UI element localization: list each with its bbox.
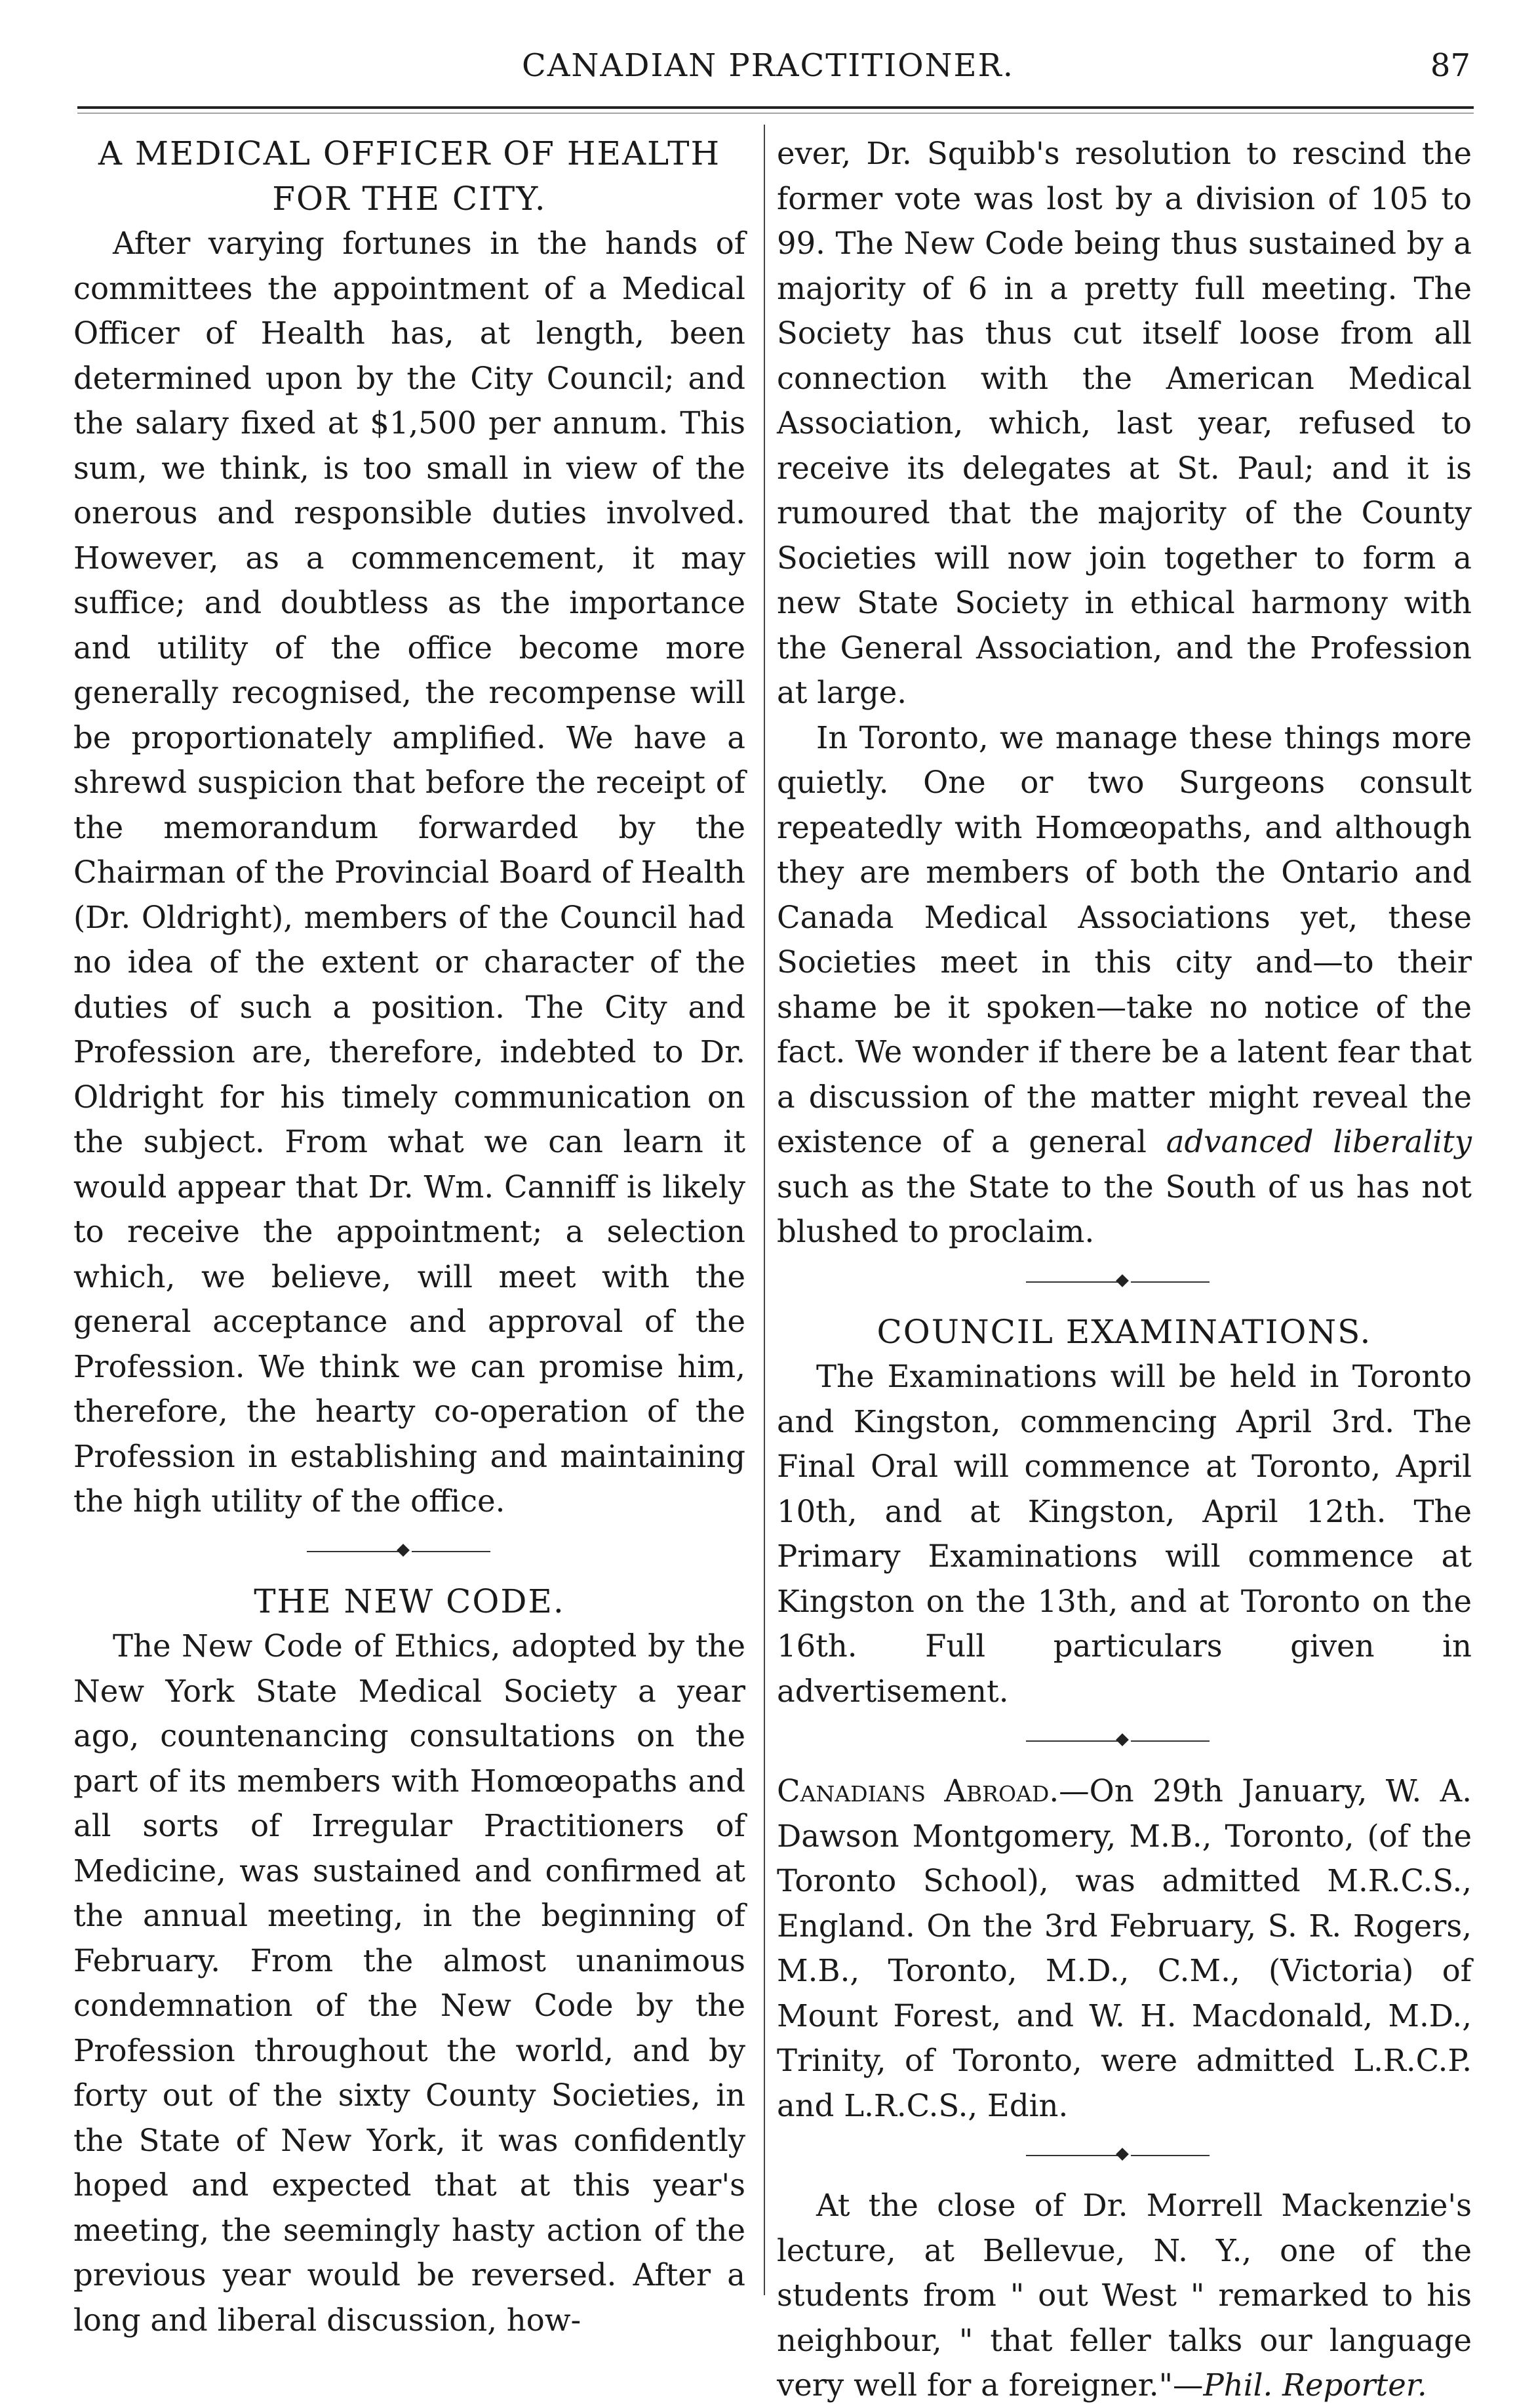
new-code-article: The New Code of Ethics, adopted by the New York State Medical Society a year ago, countenancing consultations on the part of its members with Homœopaths and all sorts of Irregular Practitioners of Medicine, was sustained and confirmed at the annual meeting, in the beginning of February. From the almost unanimous condemnation of the New Code by the Profession throughout the world, and by forty out of the sixty County Societies, in the State of New York, it was confidently hoped and expected that at this year's meeting, the seemingly hasty action of the previous year would be reversed. After a long and liberal discussion, how- [73,1628,745,2338]
header-rule [77,106,1474,109]
section-ornament [777,2142,1472,2169]
canadians-abroad-lead: Canadians Abroad. [777,1773,1059,1809]
left-column [73,131,745,2342]
journal-title: CANADIAN PRACTITIONER. [522,47,1014,84]
council-examinations-article: The Examinations will be held in Toronto and Kingston, commencing April 3rd. The Final Oral will commence at Toronto, April 10th, and at Kingston, April 12th. The Primary Examinations will commence at Kingston on the 13th, and at Toronto on the 16th. Full particulars given in advertisement. [777,1359,1472,1709]
medical-officer-heading-line1: A MEDICAL OFFICER OF HEALTH [98,134,721,172]
medical-officer-article: After varying fortunes in the hands of committees the appointment of a Medical Officer of Health has, at length, been determined upon by the City Council; and the salary fixed at $1,500 per annum. This sum, we think, is too small in view of the onerous and responsible duties involved. However, as a commencement, it may suffice; and doubtless as the importance and utility of the office become more generally recognised, the recompense will be proportionately amplified. We have a shrewd suspicion that before the receipt of the memorandum forwarded by the Chairman of the Provincial Board of Health (Dr. Oldright), members of the Council had no idea of the extent or character of the duties of such a position. The City and Profession are, therefore, indebted to Dr. Oldright for his timely communication on the subject. From what we can learn it would appear that Dr. Wm. Canniff is likely to receive the appointment; a selection which, we believe, will meet with the general acceptance and approval of the Profession. We think we can promise him, therefore, the hearty co-operation of the Profession in establishing and maintaining the high utility of the office. [73,226,745,1519]
section-ornament [777,1269,1472,1295]
new-code-heading: THE NEW CODE. [254,1582,565,1620]
council-examinations-heading: COUNCIL EXAMINATIONS. [876,1312,1372,1351]
mackenzie-text: At the close of Dr. Morrell Mackenzie's lecture, at Bellevue, N. Y., one of the students from " out West " remarked to his neighbour, " that feller talks our language very well for a foreigner."— [777,2188,1472,2403]
mackenzie-anecdote [777,2183,1472,2408]
right-column [777,131,1472,2408]
canadians-abroad-text: —On 29th January, W. A. Dawson Montgomery, M.B., Toronto, (of the Toronto School), was admitted M.R.C.S., England. On the 3rd February, S. R. Rogers, M.B., Toronto, M.D., C.M., (Victoria) of Mount Forest, and W. H. Macdonald, M.D., Trinity, of Toronto, were admitted L.R.C.P. and L.R.C.S., Edin. [777,1773,1472,2123]
toronto-paragraph [777,715,1472,1254]
source-citation: Phil. Reporter. [1203,2367,1427,2403]
column-divider [764,125,765,2295]
medical-officer-heading-line2: FOR THE CITY. [272,179,547,218]
advanced-liberality-emphasis: advanced liberality [1166,1124,1472,1159]
medical-officer-heading [73,131,745,221]
running-head [0,47,1536,100]
section-ornament [73,1538,745,1565]
section-ornament [777,1728,1472,1754]
canadians-abroad-article [777,1769,1472,2128]
toronto-text-after: such as the State to the South of us has not blushed to proclaim. [777,1169,1472,1249]
new-code-continued: ever, Dr. Squibb's resolution to rescind the former vote was lost by a division of 105 to 99. The New Code being thus sustained by a majority of 6 in a pretty full meeting. The Society has thus cut itself loose from all connection with the American Medical Association, which, last year, refused to receive its delegates at St. Paul; and it is rumoured that the majority of the County Societies will now join together to form a new State Society in ethical harmony with the General Association, and the Profession at large. [777,136,1472,710]
page-number: 87 [1430,47,1470,84]
toronto-text-before: In Toronto, we manage these things more quietly. One or two Surgeons consult repeatedly with Homœopaths, and although they are members of both the Ontario and Canada Medical Associations yet, these Societies meet in this city and—to their shame be it spoken—take no notice of the fact. We wonder if there be a latent fear that a discussion of the matter might reveal the existence of a general [777,719,1472,1159]
